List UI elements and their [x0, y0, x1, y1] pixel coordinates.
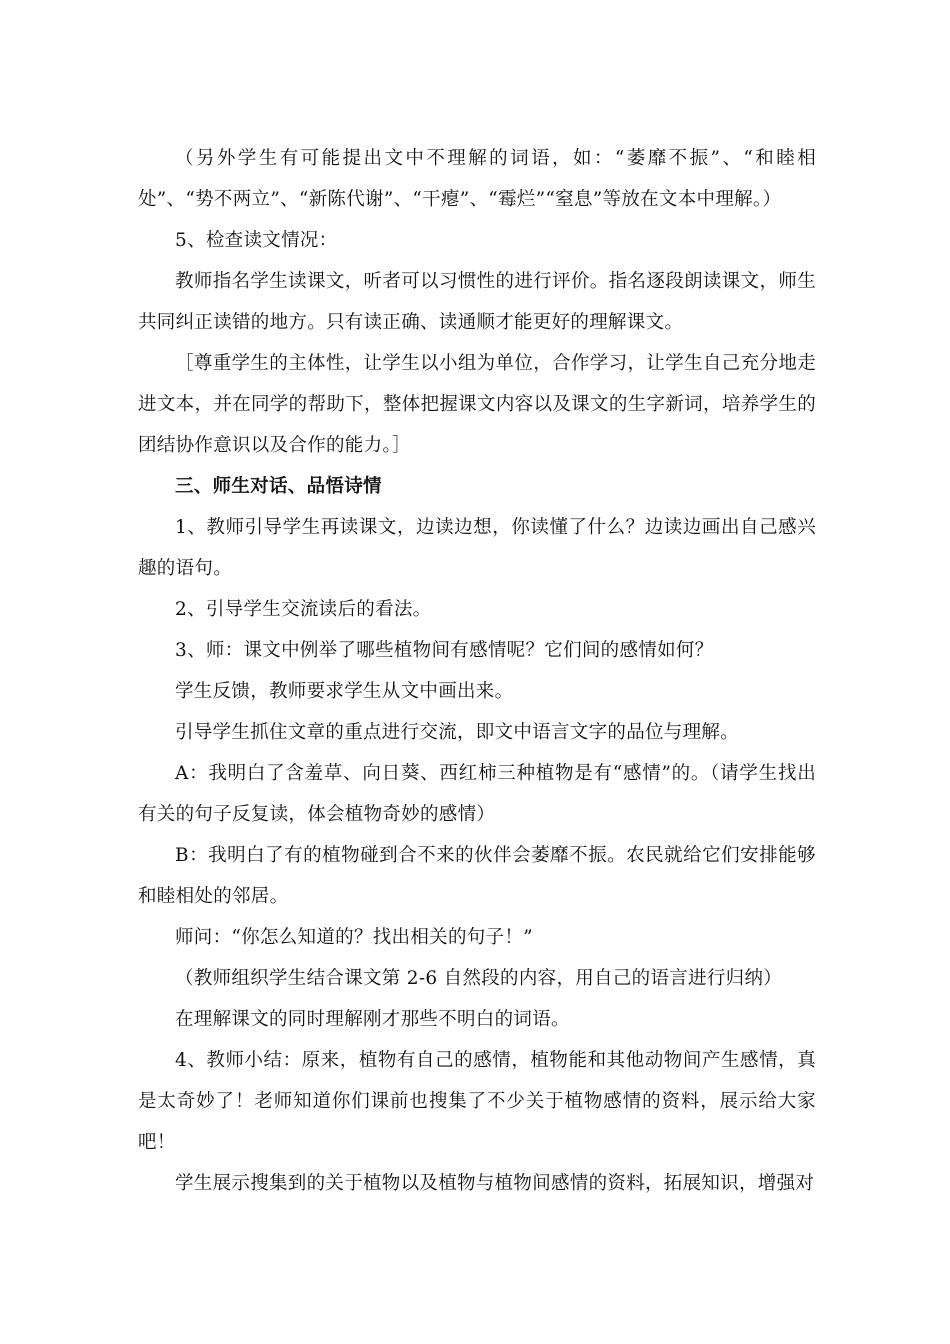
paragraph-student-feedback: 学生反馈，教师要求学生从文中画出来。 — [175, 681, 514, 702]
paragraph-step-3: 3、师：课文中例举了哪些植物间有感情呢？它们间的感情如何？ — [175, 640, 714, 661]
paragraph-step-1: 1、教师引导学生再读课文，边读边想，你读懂了什么？边读边画出自己感兴趣的语句。 — [138, 517, 816, 579]
paragraph-understand-words: 在理解课文的同时理解刚才那些不明白的词语。 — [175, 1009, 570, 1030]
paragraph-answer-b: B：我明白了有的植物碰到合不来的伙伴会萎靡不振。农民就给它们安排能够和睦相处的邻居。 — [138, 845, 816, 907]
paragraph-vocab-note: （另外学生有可能提出文中不理解的词语，如：“萎靡不振”、“和睦相处”、“势不两立”、“新陈代谢”、“干瘪”、“霉烂”“窒息”等放在文本中理解。） — [138, 148, 816, 210]
paragraph-student-display: 学生展示搜集到的关于植物以及植物与植物间感情的资料，拓展知识，增强对 — [175, 1173, 815, 1194]
paragraph-reading-check: 教师指名学生读课文，听者可以习惯性的进行评价。指名逐段朗读课文，师生共同纠正读错的地方。只有读正确、读通顺才能更好的理解课文。 — [138, 271, 816, 333]
paragraph-step-4: 4、教师小结：原来，植物有自己的感情，植物能和其他动物间产生感情，真是太奇妙了！老师知道你们课前也搜集了不少关于植物感情的资料，展示给大家吧！ — [138, 1050, 816, 1153]
paragraph-guide-discussion: 引导学生抓住文章的重点进行交流，即文中语言文字的品位与理解。 — [175, 722, 740, 743]
paragraph-answer-a: A：我明白了含羞草、向日葵、西红柿三种植物是有“感情”的。（请学生找出有关的句子反复读，体会植物奇妙的感情） — [138, 763, 816, 825]
document-body — [138, 138, 816, 1204]
paragraph-step-5: 5、检查读文情况： — [175, 230, 338, 251]
section-heading-3: 三、师生对话、品悟诗情 — [175, 476, 382, 497]
paragraph-summary-note: （教师组织学生结合课文第 2-6 自然段的内容，用自己的语言进行归纳） — [175, 968, 783, 989]
paragraph-step-2: 2、引导学生交流读后的看法。 — [175, 599, 432, 620]
paragraph-teacher-question: 师问：“你怎么知道的？找出相关的句子！” — [175, 927, 533, 948]
paragraph-design-note: ［尊重学生的主体性，让学生以小组为单位，合作学习，让学生自己充分地走进文本，并在同学的帮助下，整体把握课文内容以及课文的生字新词，培养学生的团结协作意识以及合作的能力。］ — [138, 353, 816, 456]
